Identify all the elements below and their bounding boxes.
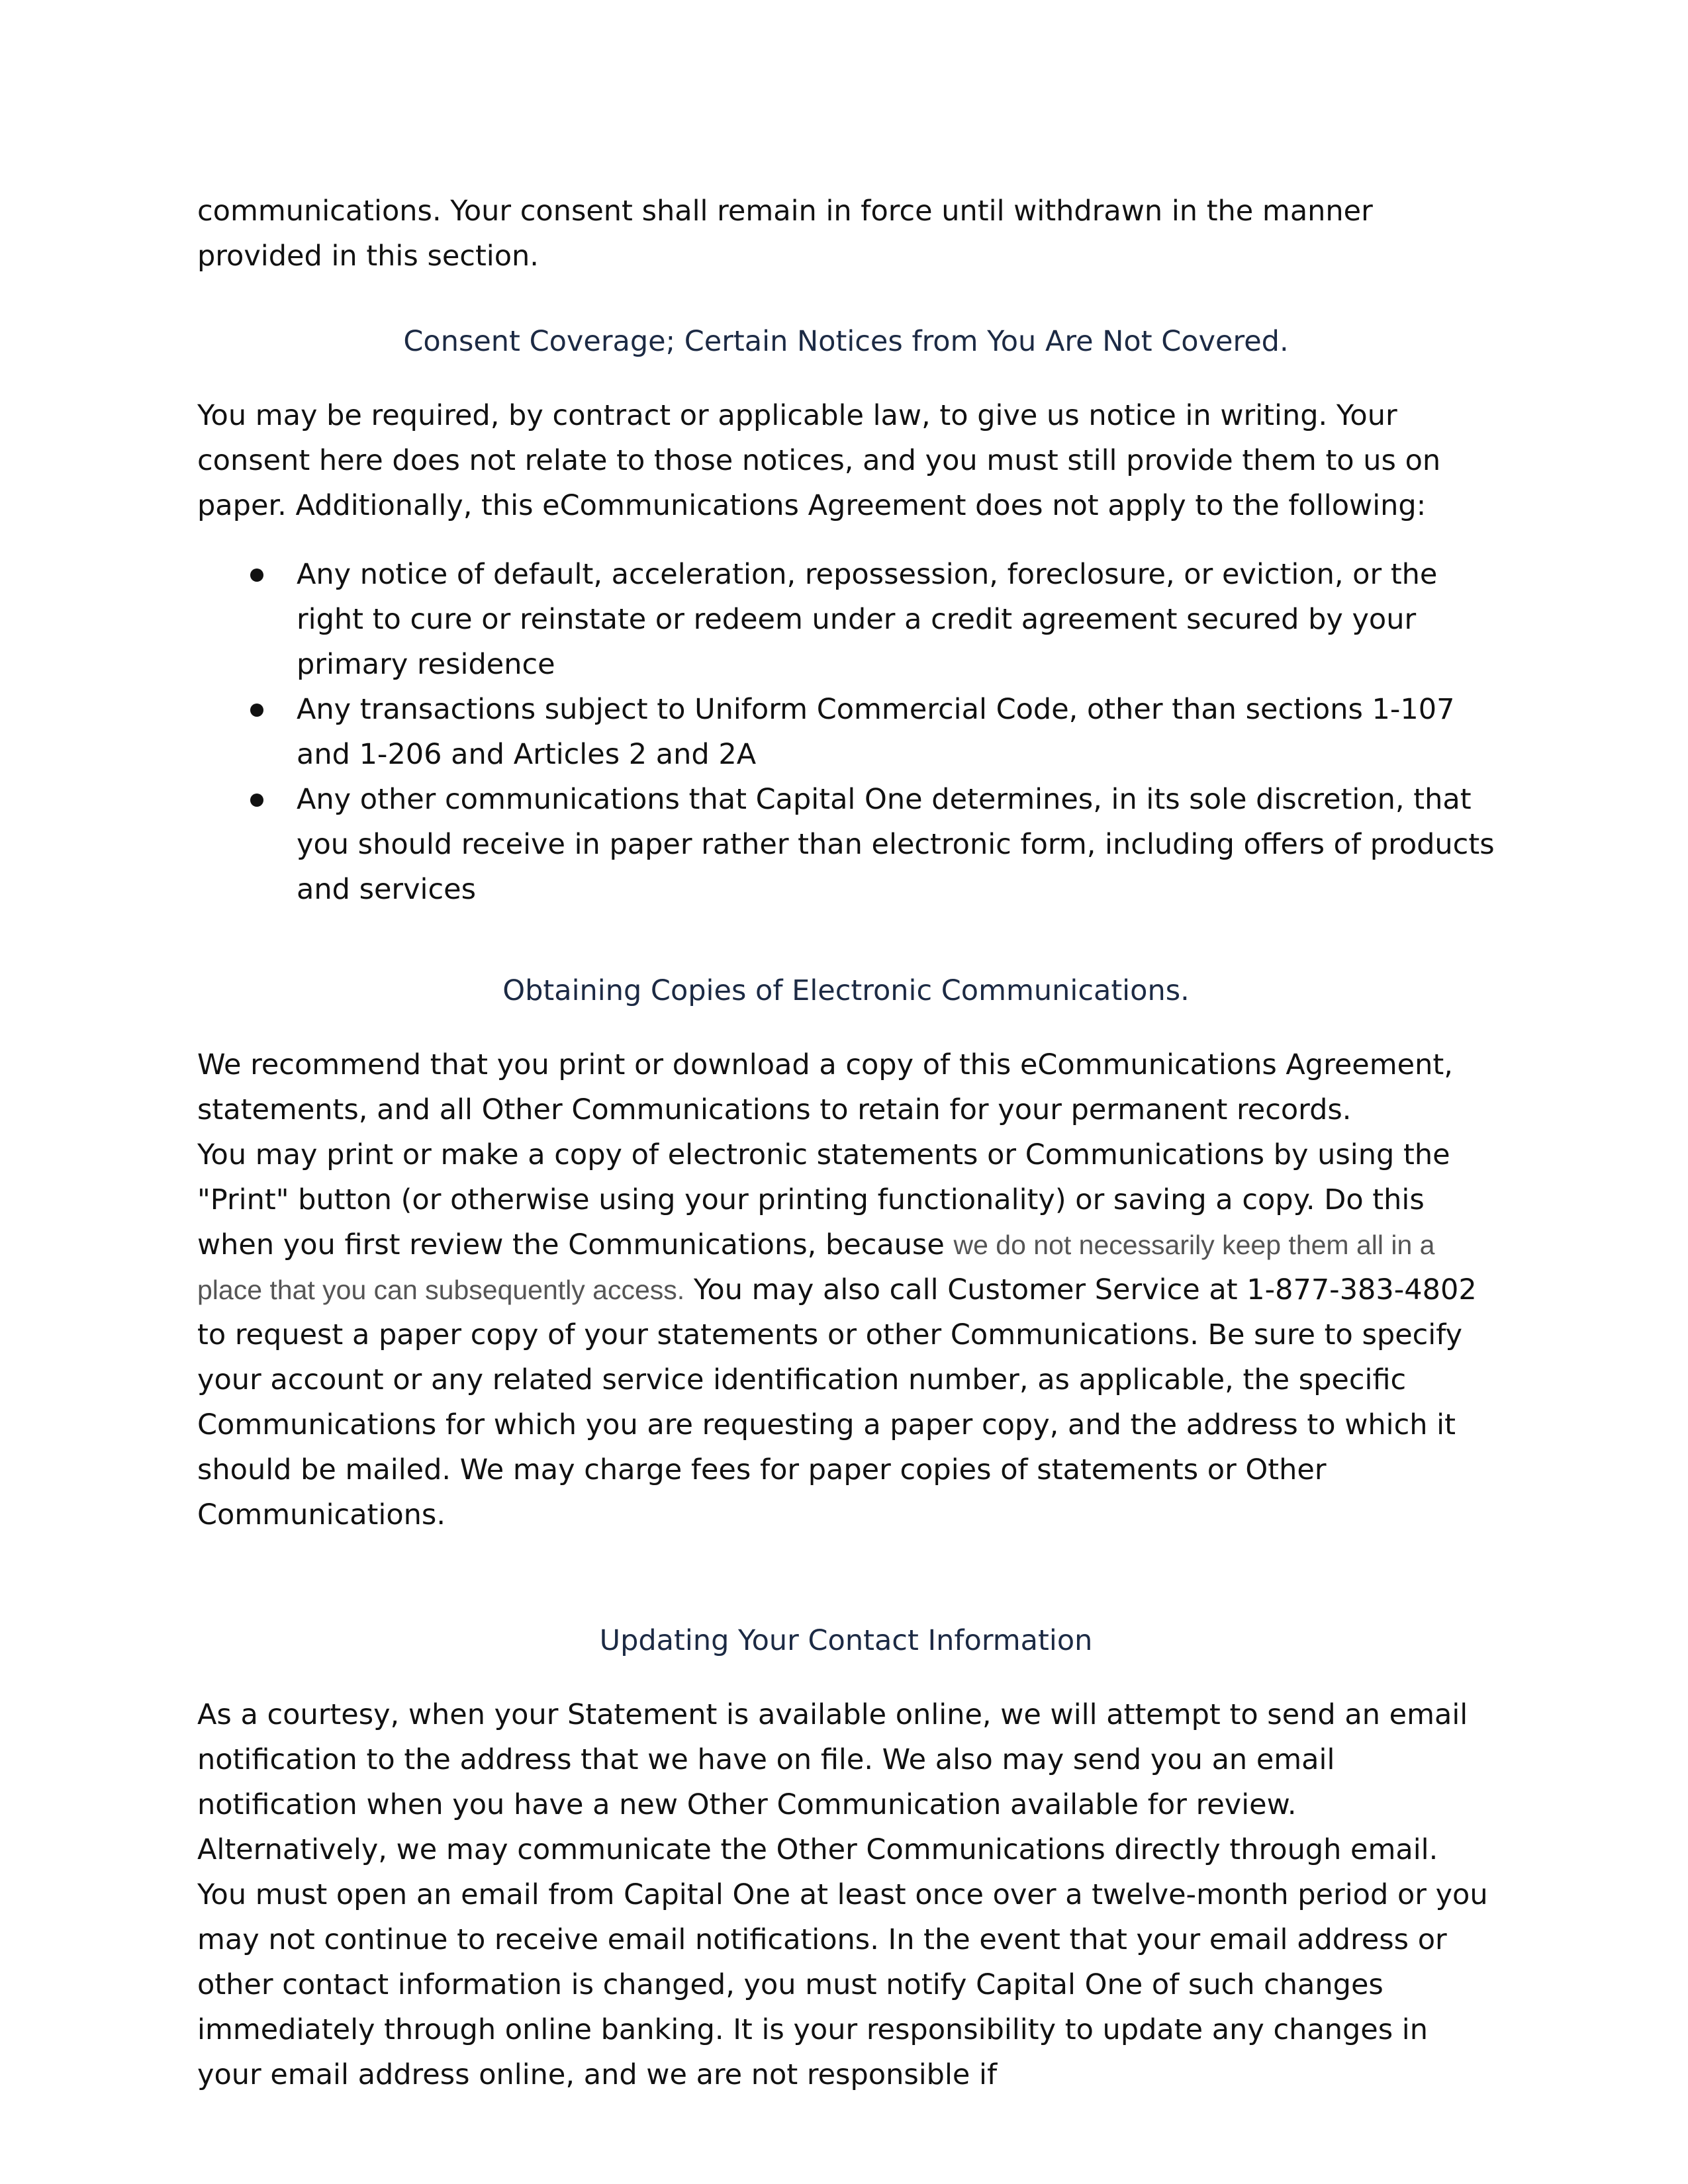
bullet-icon bbox=[250, 704, 263, 717]
updating-contact-paragraph: As a courtesy, when your Statement is available online, we will attempt to send an email notification to the address that we have on file. We also may send you an email notification when you have a new Other Communication available for review. Alternatively, we may communicate the Other Communications directly through email. You must open an email from Capital One at least once over a twelve-month period or you may not continue to receive email notifications. In the event that your email address or other contact information is changed, you must notify Capital One of such changes immediately through online banking. It is your responsibility to update any changes in your email address online, and we are not responsible if bbox=[197, 1698, 1488, 2091]
exclusions-list bbox=[197, 552, 1495, 912]
intro-paragraph: communications. Your consent shall remain in force until withdrawn in the manner provided in this section. bbox=[197, 195, 1373, 273]
list-item-text: Any transactions subject to Uniform Commercial Code, other than sections 1-107 and 1-206 and Articles 2 and 2A bbox=[297, 693, 1455, 771]
list-item bbox=[197, 687, 1495, 777]
section-heading-updating-contact: Updating Your Contact Information bbox=[599, 1624, 1093, 1657]
obtaining-copies-paragraph-1: We recommend that you print or download a copy of this eCommunications Agreement, statements, and all Other Communications to retain for your permanent records. bbox=[197, 1048, 1453, 1126]
obtaining-copies-paragraph-2 bbox=[197, 1132, 1495, 1537]
paragraph-text-end: You may also call Customer Service at 1-877-383-4802 to request a paper copy of your statements or other Communications. Be sure to specify your account or any related service identification number, as applicable, the specific Communications for which you are requesting a paper copy, and the address to which it should be mailed. We may charge fees for paper copies of statements or Other Communications. bbox=[197, 1273, 1477, 1531]
list-item bbox=[197, 777, 1495, 912]
section-heading-consent-coverage: Consent Coverage; Certain Notices from You Are Not Covered. bbox=[403, 325, 1289, 358]
section-heading-obtaining-copies: Obtaining Copies of Electronic Communications. bbox=[502, 974, 1190, 1007]
list-item-text: Any notice of default, acceleration, repossession, foreclosure, or eviction, or the right to cure or reinstate or redeem under a credit agreement secured by your primary residence bbox=[297, 558, 1438, 681]
list-item bbox=[197, 552, 1495, 687]
document-page bbox=[197, 189, 1495, 2097]
paragraph-text-muted: we do not necessarily keep them all in a place that you can subsequently access. bbox=[197, 1230, 1435, 1305]
consent-coverage-paragraph: You may be required, by contract or applicable law, to give us notice in writing. Your consent here does not relate to those notices, and you must still provide them to us on paper. Additionally, this eCommunications Agreement does not apply to the following: bbox=[197, 399, 1441, 522]
bullet-icon bbox=[250, 569, 263, 582]
bullet-icon bbox=[250, 794, 263, 807]
paragraph-text-start: You may print or make a copy of electronic statements or Communications by using the "Print" button (or otherwise using your printing functionality) or saving a copy. Do this when you first review the Communications, because bbox=[197, 1138, 1450, 1261]
list-item-text: Any other communications that Capital One determines, in its sole discretion, that you should receive in paper rather than electronic form, including offers of products and services bbox=[297, 783, 1495, 906]
